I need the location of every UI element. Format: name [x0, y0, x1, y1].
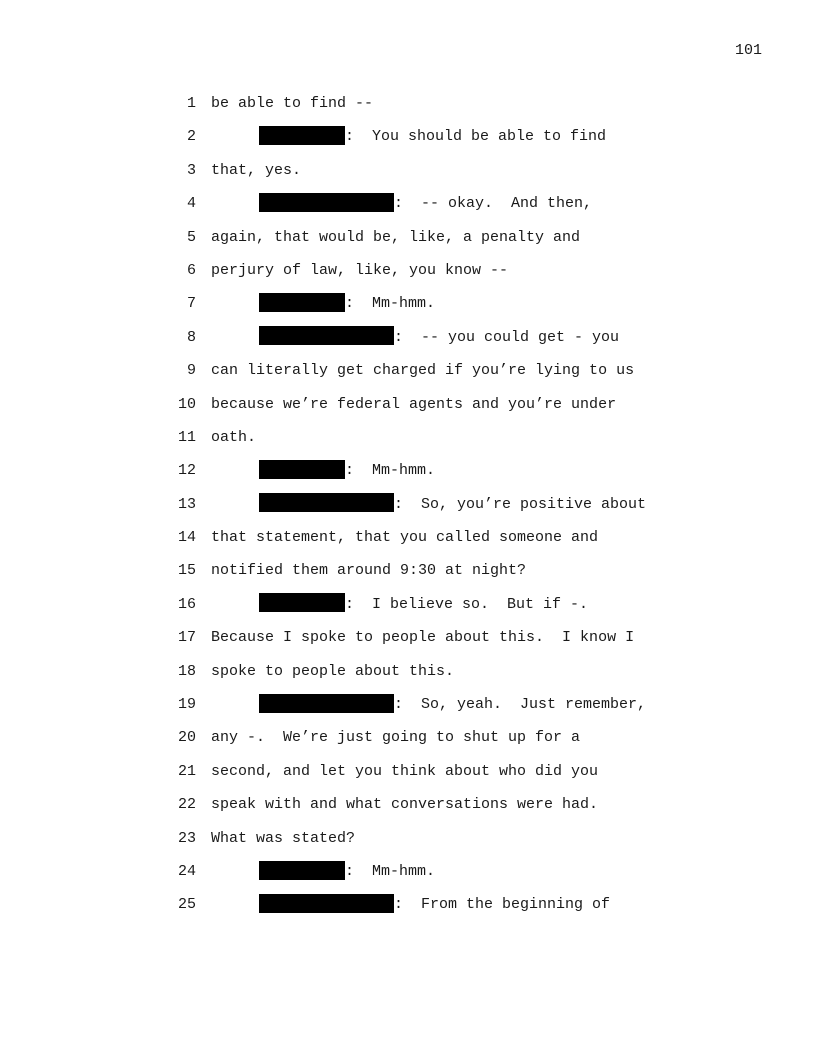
transcript-text: spoke to people about this. — [211, 662, 455, 680]
transcript-text: perjury of law, like, you know -- — [211, 261, 509, 279]
transcript-text: that statement, that you called someone and — [211, 529, 599, 547]
transcript-text: again, that would be, like, a penalty and — [211, 228, 581, 246]
line-text — [211, 788, 598, 821]
line-text — [259, 454, 435, 487]
line-text — [259, 120, 606, 153]
transcript-line — [0, 388, 816, 421]
speaker-statement: : Mm-hmm. — [345, 462, 436, 480]
redaction-block — [259, 293, 345, 312]
transcript-text: any -. We’re just going to shut up for a — [211, 729, 581, 747]
line-number: 21 — [177, 762, 196, 780]
line-text — [211, 154, 301, 187]
line-number: 8 — [186, 328, 196, 346]
transcript-line — [0, 822, 816, 855]
line-number: 20 — [177, 729, 196, 747]
redaction-block — [259, 694, 394, 713]
transcript-line — [0, 221, 816, 254]
line-text — [211, 421, 256, 454]
line-text — [259, 321, 619, 354]
transcript-line — [0, 788, 816, 821]
transcript-line — [0, 421, 816, 454]
line-number: 15 — [177, 562, 196, 580]
line-text — [211, 87, 373, 120]
line-text — [259, 688, 646, 721]
line-number: 12 — [177, 462, 196, 480]
transcript-line — [0, 855, 816, 888]
speaker-statement: : Mm-hmm. — [345, 862, 436, 880]
line-number: 1 — [186, 95, 196, 112]
line-text — [211, 621, 634, 654]
speaker-statement: : Mm-hmm. — [345, 295, 436, 313]
line-text — [211, 388, 616, 421]
speaker-statement: : From the beginning of — [394, 896, 611, 914]
transcript-text: second, and let you think about who did you — [211, 762, 599, 780]
line-text — [259, 855, 435, 888]
line-text — [211, 254, 508, 287]
line-number: 9 — [186, 362, 196, 380]
transcript-line — [0, 888, 816, 921]
speaker-statement: : I believe so. But if -. — [345, 595, 589, 613]
speaker-statement: : -- okay. And then, — [394, 195, 593, 213]
transcript-line — [0, 87, 816, 120]
transcript-line — [0, 521, 816, 554]
line-number: 23 — [177, 829, 196, 847]
line-number: 2 — [186, 128, 196, 146]
redaction-block — [259, 460, 345, 479]
line-text — [259, 588, 588, 621]
line-number: 17 — [177, 629, 196, 647]
transcript-line — [0, 254, 816, 287]
redaction-block — [259, 126, 345, 145]
transcript-line — [0, 488, 816, 521]
transcript-text: that, yes. — [211, 161, 302, 179]
page-number: 101 — [734, 42, 762, 59]
line-number: 5 — [186, 228, 196, 246]
line-text — [211, 221, 580, 254]
transcript-line — [0, 287, 816, 320]
transcript-line — [0, 655, 816, 688]
line-number: 4 — [186, 195, 196, 213]
speaker-statement: : You should be able to find — [345, 128, 607, 146]
transcript-line — [0, 554, 816, 587]
redaction-block — [259, 894, 394, 913]
line-number: 6 — [186, 261, 196, 279]
speaker-statement: : So, yeah. Just remember, — [394, 696, 647, 714]
transcript-text: Because I spoke to people about this. I know I — [211, 629, 635, 647]
line-text — [211, 755, 598, 788]
transcript-text: speak with and what conversations were had. — [211, 796, 599, 814]
line-text — [211, 822, 355, 855]
line-text — [259, 187, 592, 220]
line-text — [211, 655, 454, 688]
line-number: 19 — [177, 696, 196, 714]
line-text — [259, 488, 646, 521]
redaction-block — [259, 593, 345, 612]
transcript-line — [0, 321, 816, 354]
transcript-text: because we’re federal agents and you’re under — [211, 395, 617, 413]
redaction-block — [259, 193, 394, 212]
transcript-line — [0, 688, 816, 721]
transcript-text: can literally get charged if you’re lying to us — [211, 362, 635, 380]
transcript-text: oath. — [211, 428, 257, 446]
line-number: 10 — [177, 395, 196, 413]
line-number: 3 — [186, 161, 196, 179]
transcript-text: notified them around 9:30 at night? — [211, 562, 527, 580]
line-text — [211, 521, 598, 554]
redaction-block — [259, 861, 345, 880]
line-number: 7 — [186, 295, 196, 313]
line-number: 18 — [177, 662, 196, 680]
transcript-line — [0, 588, 816, 621]
redaction-block — [259, 493, 394, 512]
transcript-line — [0, 755, 816, 788]
line-number: 14 — [177, 529, 196, 547]
transcript-line — [0, 154, 816, 187]
line-text — [259, 287, 435, 320]
transcript-text: What was stated? — [211, 829, 356, 847]
line-text — [211, 721, 580, 754]
line-number: 11 — [177, 428, 196, 446]
transcript-line — [0, 454, 816, 487]
transcript-line — [0, 354, 816, 387]
speaker-statement: : -- you could get - you — [394, 328, 620, 346]
line-number: 13 — [177, 495, 196, 513]
line-text — [211, 554, 526, 587]
redaction-block — [259, 326, 394, 345]
line-text — [259, 888, 610, 921]
line-number: 24 — [177, 862, 196, 880]
transcript-text: be able to find -- — [211, 95, 374, 112]
line-text — [211, 354, 634, 387]
transcript-line — [0, 187, 816, 220]
line-number: 25 — [177, 896, 196, 914]
line-number: 16 — [177, 595, 196, 613]
transcript-line — [0, 120, 816, 153]
transcript-line — [0, 721, 816, 754]
line-number: 22 — [177, 796, 196, 814]
speaker-statement: : So, you’re positive about — [394, 495, 647, 513]
transcript-line — [0, 621, 816, 654]
transcript-body — [0, 87, 816, 922]
